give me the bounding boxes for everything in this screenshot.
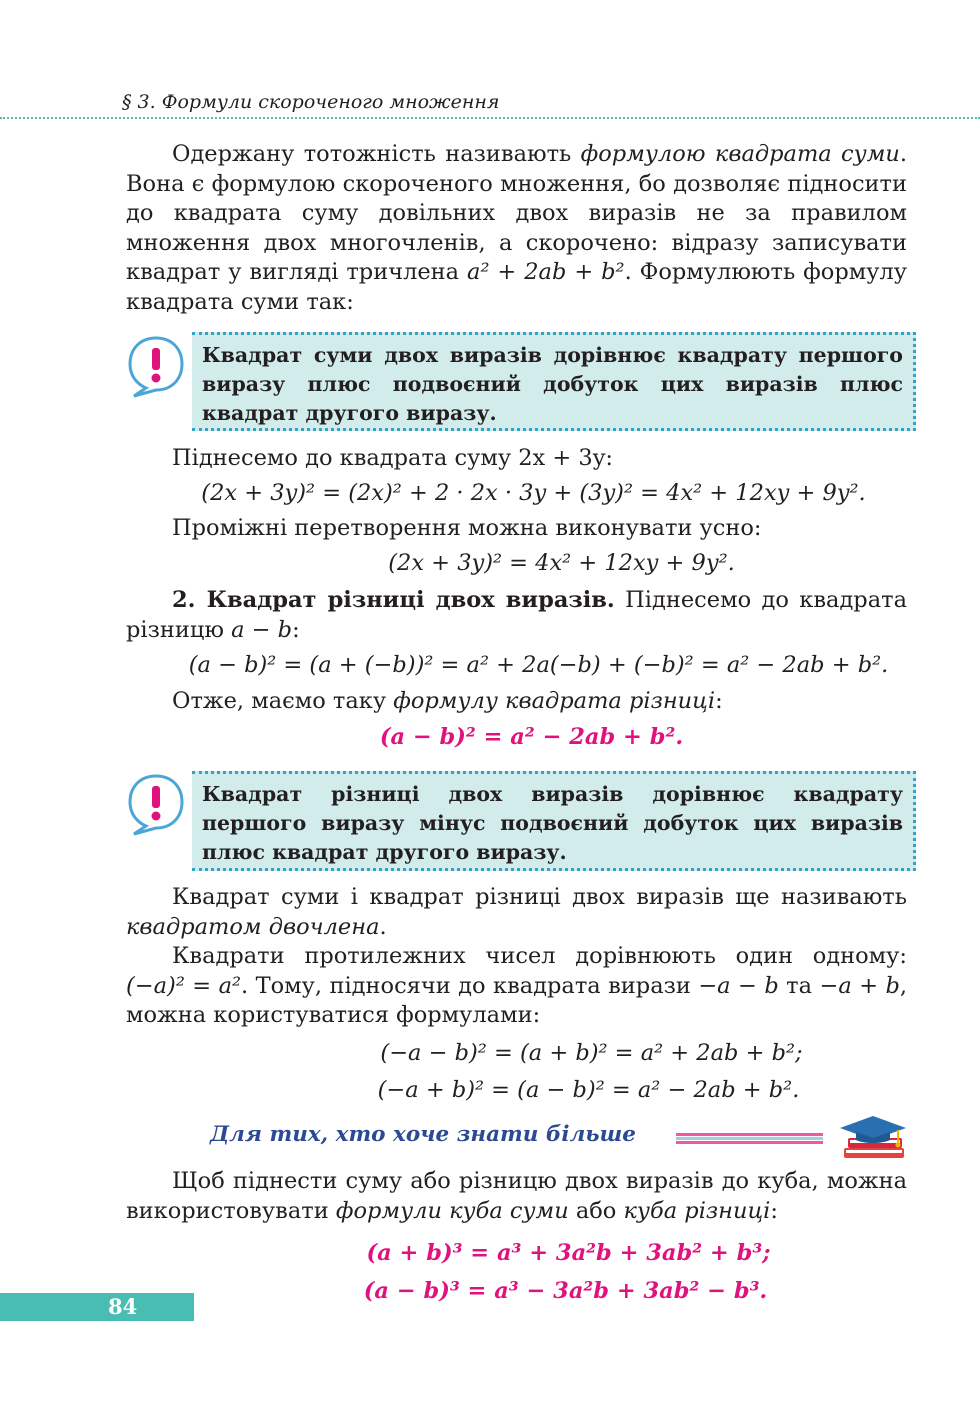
p8-text-3: :	[770, 1197, 778, 1224]
equation-6	[126, 1077, 907, 1103]
p4-text-1: Піднесемо до квадрата різницю	[126, 587, 907, 643]
more-heading-bar	[676, 1133, 823, 1143]
p6-emphasis: квадратом двочлена	[126, 913, 380, 940]
eq8-text: (a − b)³ = a³ − 3a²b + 3ab² − b³.	[363, 1278, 768, 1304]
equation-3	[126, 652, 907, 678]
paragraph-oral	[126, 514, 907, 544]
paragraph-cube	[126, 1167, 907, 1226]
p3-text: Проміжні перетворення можна виконувати усно:	[172, 515, 762, 541]
p8-text-2: або	[568, 1197, 624, 1224]
p8-emphasis-1: формули куба суми	[335, 1197, 569, 1224]
rule1-text: Квадрат суми двох виразів дорівнює квадрату першого виразу плюс подвоєний добуток цих виразів плюс квадрат другого виразу.	[202, 343, 903, 425]
equation-5	[126, 1040, 907, 1066]
p1-text-3: . Формулюють формулу квадрата суми так:	[126, 259, 907, 315]
p6-text-2: .	[379, 913, 387, 940]
eq6-text: (−a + b)² = (a − b)² = a² − 2ab + b².	[377, 1077, 800, 1103]
p4-heading: 2. Квадрат різниці двох виразів.	[172, 587, 615, 613]
rule-box-sum-square	[192, 332, 916, 431]
equation-7-highlight	[126, 1240, 907, 1266]
equation-4-highlight	[126, 724, 907, 750]
p7-formula-3: −a + b	[819, 972, 900, 999]
p5-emphasis: формулу квадрата різниці	[393, 688, 716, 714]
eq5-text: (−a − b)² = (a + b)² = a² + 2ab + b²;	[380, 1040, 803, 1066]
page-number-text: 84	[108, 1294, 138, 1319]
paragraph-example	[126, 444, 907, 474]
p7-text-4: , можна користуватися формулами:	[126, 972, 908, 1029]
p1-formula: a² + 2ab + b²	[467, 259, 625, 286]
more-heading: Для тих, хто хоче знати більше	[210, 1122, 636, 1147]
p1-text-2: . Вона є формулою скороченого множення, бо дозволяє підносити до квадрата суму довільних двох виразів не за правилом множення двох многочленів, а скорочено: відразу записувати квадрат у вигляді тричлена	[126, 141, 908, 286]
paragraph-opposite	[126, 942, 907, 1031]
paragraph-binomial	[126, 883, 907, 942]
eq2-text: (2x + 3y)² = 4x² + 12xy + 9y².	[388, 550, 735, 576]
p8-emphasis-2: куба різниці	[623, 1197, 771, 1224]
p1-emphasis: формулою квадрата суми	[580, 141, 900, 167]
p8-text-1: Щоб піднести суму або різницю двох виразів до куба, можна використовувати	[126, 1168, 907, 1224]
header-divider	[0, 117, 980, 119]
p4-text-2: :	[292, 616, 300, 643]
section-header: § 3. Формули скороченого множення	[122, 91, 500, 113]
rule2-text: Квадрат різниці двох виразів дорівнює квадрату першого виразу мінус подвоєний добуток цих виразів плюс квадрат другого виразу.	[202, 782, 903, 864]
p7-text-1: Квадрати протилежних чисел дорівнюють один одному:	[172, 943, 907, 969]
p7-formula-1: (−a)² = a²	[126, 972, 242, 999]
paragraph-intro	[126, 140, 907, 318]
p5-text-2: :	[715, 688, 723, 714]
p5-text-1: Отже, маємо таку	[172, 688, 394, 714]
rule-box-difference-square	[192, 771, 916, 871]
equation-8-highlight	[126, 1278, 907, 1304]
p4-expression: a − b	[231, 616, 293, 643]
eq3-text: (a − b)² = (a + (−b))² = a² + 2a(−b) + (−b)² = a² − 2ab + b².	[188, 652, 889, 678]
p7-formula-2: −a − b	[698, 972, 779, 999]
p2-text: Піднесемо до квадрата суму 2x + 3y:	[172, 445, 613, 471]
p7-text-3: та	[778, 972, 820, 999]
paragraph-so	[126, 687, 907, 717]
graduation-cap-books-icon	[836, 1114, 910, 1164]
p6-text-1: Квадрат суми і квадрат різниці двох виразів ще називають	[172, 884, 907, 910]
eq4-text: (a − b)² = a² − 2ab + b².	[379, 724, 684, 750]
paragraph-difference	[126, 586, 907, 645]
p7-text-2: . Тому, підносячи до квадрата вирази	[241, 972, 699, 999]
page-number	[0, 1293, 194, 1321]
exclamation-bubble-icon	[126, 334, 186, 400]
equation-1	[126, 480, 907, 506]
equation-2	[126, 550, 907, 576]
exclamation-bubble-icon	[126, 772, 186, 838]
eq7-text: (a + b)³ = a³ + 3a²b + 3ab² + b³;	[366, 1240, 771, 1266]
p1-text-1: Одержану тотожність називають	[172, 141, 581, 167]
eq1-text: (2x + 3y)² = (2x)² + 2 · 2x · 3y + (3y)² = 4x² + 12xy + 9y².	[201, 480, 866, 506]
